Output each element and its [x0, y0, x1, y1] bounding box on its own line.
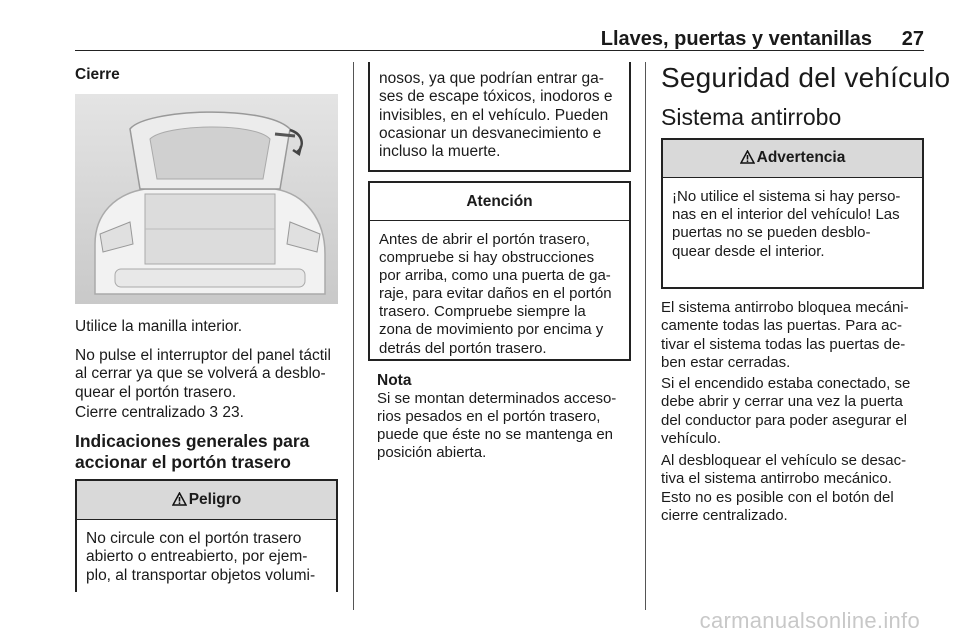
page-reference-link[interactable]: 3 23.	[209, 404, 244, 421]
subheading-indicaciones	[75, 431, 347, 473]
danger-title: Peligro	[188, 491, 242, 508]
column-divider-2	[645, 62, 646, 610]
text-line: Cierre centralizado	[75, 404, 206, 421]
text-line: puertas no se pueden desblo-	[672, 224, 871, 242]
text-line: debe abrir y cerrar una vez la puerta	[661, 393, 903, 411]
text-line: detrás del portón trasero.	[379, 339, 547, 357]
warning-text	[663, 178, 922, 261]
text-line: al cerrar ya que se volverá a desblo-	[75, 365, 326, 383]
danger-box-continuation	[368, 62, 631, 172]
attention-box	[368, 181, 631, 361]
page-header	[75, 28, 924, 50]
paragraph-antirrobo-2	[661, 375, 936, 448]
text-line: El sistema antirrobo bloquea mecáni-	[661, 299, 909, 316]
subheading-antirrobo: Sistema antirrobo	[661, 104, 842, 130]
text-line: accionar el portón trasero	[75, 452, 291, 472]
paragraph-interruptor	[75, 347, 347, 402]
text-line: compruebe si hay obstrucciones	[379, 249, 595, 267]
text-line: Si se montan determinados acceso-	[377, 390, 617, 407]
text-line: tivar el sistema todas las puertas de-	[661, 335, 906, 353]
car-open-tailgate-illustration	[75, 94, 338, 304]
text-line: Antes de abrir el portón trasero,	[379, 231, 590, 248]
text-line: vehículo.	[661, 429, 722, 447]
danger-text	[77, 520, 336, 585]
text-line: tiva el sistema antirrobo mecánico.	[661, 470, 892, 488]
text-line: raje, para evitar daños en el portón	[379, 285, 612, 303]
text-line: por arriba, como una puerta de ga-	[379, 267, 611, 285]
text-line: trasero. Compruebe siempre la	[379, 303, 586, 321]
text-line: invisibles, en el vehículo. Pueden	[379, 106, 609, 124]
watermark: carmanualsonline.info	[699, 608, 920, 633]
note-text	[377, 390, 637, 462]
text-line: zona de movimiento por encima y	[379, 321, 604, 339]
text-line: Si el encendido estaba conectado, se	[661, 375, 911, 392]
note-title: Nota	[377, 372, 412, 389]
warning-title: Advertencia	[756, 149, 846, 166]
section-heading-seguridad: Seguridad del vehículo	[661, 62, 951, 93]
car-illustration-svg	[75, 94, 338, 304]
text-line: del conductor para poder asegurar el	[661, 411, 907, 429]
text-line: rios pesados en el portón trasero,	[377, 408, 601, 426]
attention-title: Atención	[370, 183, 629, 221]
text-line: Al desbloquear el vehículo se desac-	[661, 452, 907, 469]
text-line: plo, al transportar objetos volumi-	[86, 566, 316, 584]
header-rule	[75, 50, 924, 51]
text-line: posición abierta.	[377, 444, 487, 462]
warning-box-header	[663, 140, 922, 178]
page-number: 27	[901, 28, 924, 50]
section-heading-cierre: Cierre	[75, 66, 120, 83]
text-line: puede que éste no se mantenga en	[377, 426, 614, 444]
text-line: Esto no es posible con el botón del	[661, 488, 894, 506]
text-line: ¡No utilice el sistema si hay perso-	[672, 188, 901, 205]
note-block	[377, 372, 637, 462]
column-divider-1	[353, 62, 354, 610]
text-line: quear desde el interior.	[672, 242, 825, 260]
text-line: ses de escape tóxicos, inodoros e	[379, 88, 613, 106]
paragraph-cierre-centralizado	[75, 404, 347, 422]
text-line: ben estar cerradas.	[661, 353, 791, 371]
danger-text-continued	[370, 62, 629, 161]
paragraph-antirrobo-1	[661, 299, 936, 372]
text-line: No circule con el portón trasero	[86, 530, 302, 547]
text-line: nas en el interior del vehículo! Las	[672, 206, 900, 224]
text-line: ocasionar un desvanecimiento e	[379, 124, 602, 142]
paragraph-manilla: Utilice la manilla interior.	[75, 318, 243, 335]
warning-box	[661, 138, 924, 289]
attention-text	[370, 221, 629, 358]
text-line: camente todas las puertas. Para ac-	[661, 317, 902, 335]
text-line: abierto o entreabierto, por ejem-	[86, 548, 308, 566]
warning-triangle-icon	[740, 150, 755, 164]
danger-box	[75, 479, 338, 592]
text-line: Indicaciones generales para	[75, 431, 310, 451]
text-line: cierre centralizado.	[661, 506, 788, 524]
danger-box-header	[77, 481, 336, 520]
paragraph-antirrobo-3	[661, 452, 936, 525]
text-line: nosos, ya que podrían entrar ga-	[379, 70, 604, 87]
chapter-title: Llaves, puertas y ventanillas	[600, 28, 872, 50]
text-line: quear el portón trasero.	[75, 383, 237, 401]
warning-triangle-icon	[172, 492, 187, 506]
text-line: No pulse el interruptor del panel táctil	[75, 347, 331, 364]
text-line: incluso la muerte.	[379, 143, 501, 161]
